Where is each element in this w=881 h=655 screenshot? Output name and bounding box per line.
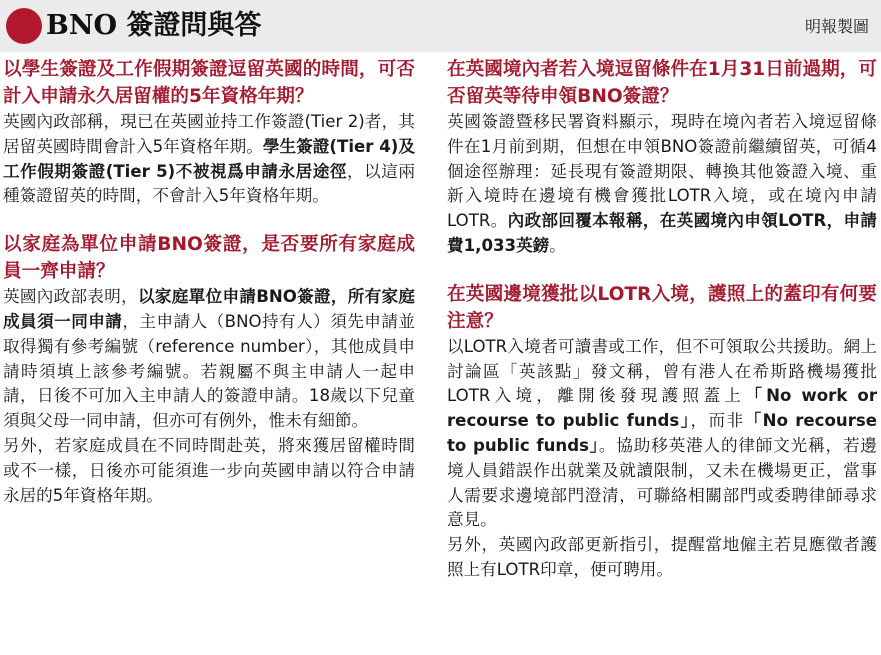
- question-4: 在英國邊境獲批以LOTR入境，護照上的蓋印有何要注意？: [447, 283, 877, 332]
- answer-2-bold: 以家庭單位申請BNO簽證，所有家庭成員須一同申請: [3, 287, 415, 331]
- answer-2-text-a: 英國內政部表明，: [3, 287, 139, 307]
- question-2: 以家庭為單位申請BNO簽證，是否要所有家庭成員一齊申請？: [3, 234, 415, 283]
- answer-4-text-c: 。協助移英港人的律師文光稱，若邊境人員錯誤作出就業及就讀限制，又未在機場更正，當事人需要求邊境部門澄清，可聯絡相關部門或委聘律師尋求意見。: [447, 435, 877, 530]
- right-column: [447, 56, 877, 652]
- answer-3: [447, 110, 877, 259]
- answer-1-text-b: ，以這兩種簽證留英的時間，不會計入5年資格年期。: [3, 161, 415, 206]
- answer-4: [447, 335, 877, 533]
- answer-1: [3, 110, 415, 209]
- answer-2-paragraph-2: 另外，若家庭成員在不同時間赴英，將來獲居留權時間或不一樣，日後亦可能須進一步向英國申請以符合申請永居的5年資格年期。: [3, 435, 415, 505]
- question-1: 以學生簽證及工作假期簽證逗留英國的時間，可否計入申請永久居留權的5年資格年期？: [3, 59, 415, 107]
- question-3: 在英國境內者若入境逗留條件在1月31日前過期，可否留英等待申領BNO簽證？: [447, 59, 877, 107]
- answer-4-paragraph-2: 另外，英國內政部更新指引，提醒當地僱主若見應徵者護照上有LOTR印章，便可聘用。: [447, 535, 877, 579]
- page-title: BNO 簽證問與答: [46, 10, 262, 41]
- red-dot-icon: [6, 8, 42, 44]
- answer-2: [3, 285, 415, 434]
- answer-2-text-b: ，主申請人（BNO持有人）須先申請並取得獨有參考編號（reference number），其他成員申請時須填上該參考編號。若親屬不與主申請人一起申請，日後不可加入主申請人的簽證申請。18歲以下兒童須與父母一同申請，但亦可有例外，惟未有細節。: [3, 311, 415, 431]
- answer-3-text-b: 。: [549, 235, 566, 255]
- graphic-credit: 明報製圖: [804, 17, 869, 36]
- answer-4-text-a: 以LOTR入境者可讀書或工作，但不可領取公共援助。網上討論區「英該點」發文稱，曾有港人在希斯路機場獲批LOTR入境，離開後發現護照蓋上: [447, 336, 877, 406]
- answer-1-bold: 學生簽證(Tier 4)及工作假期簽證(Tier 5)不被視爲申請永居途徑: [3, 136, 415, 181]
- answer-4-bold-b: 「No recourse to public funds」: [447, 411, 877, 455]
- answer-3-bold: 內政部回覆本報稱，在英國境內申領LOTR，申請費1,033英鎊: [447, 211, 877, 255]
- answer-4-text-b: ，而非: [690, 411, 745, 431]
- answer-1-text-a: 英國內政部稱，現已在英國並持工作簽證(Tier 2)者，其居留英國時間會計入5年資格年期。: [3, 112, 415, 156]
- header-bar: [0, 0, 881, 52]
- answer-4-bold-a: 「No work or recourse to public funds」: [447, 386, 877, 431]
- left-column: [3, 56, 415, 652]
- answer-3-text-a: 英國簽證暨移民署資料顯示，現時在境內者若入境逗留條件在1月前到期，但想在申領BNO簽證前繼續留英，可循4個途徑辦理：延長現有簽證期限、轉換其他簽證入境、重新入境時在邊境有機會獲批LOTR入境，或在境內申請LOTR。: [447, 112, 877, 231]
